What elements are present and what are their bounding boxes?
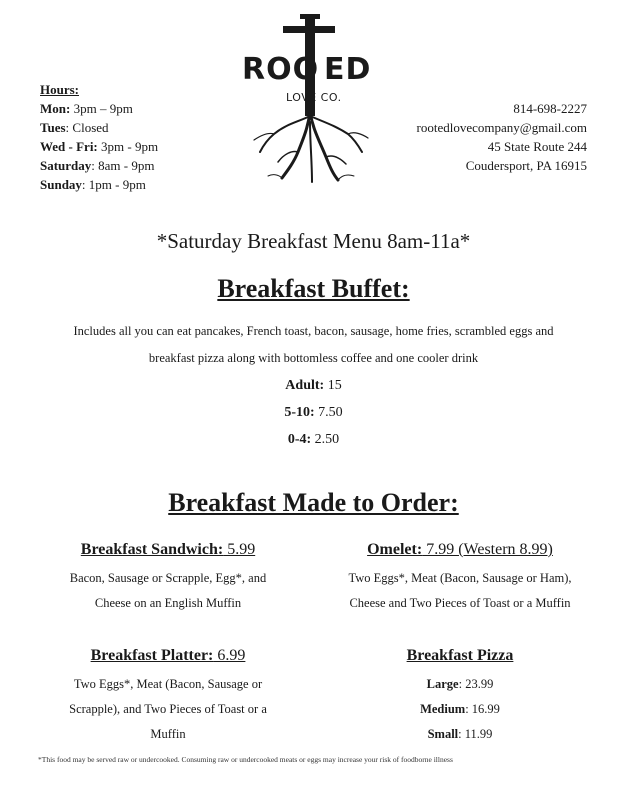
menu-item-sandwich	[18, 537, 318, 616]
hours-day: Saturday	[40, 158, 92, 173]
menu-item-pizza	[310, 643, 610, 747]
size-price: : 23.99	[458, 677, 494, 691]
size-price: : 11.99	[458, 727, 493, 741]
address-line-1: 45 State Route 244	[487, 139, 587, 154]
email: rootedlovecompany@gmail.com	[416, 120, 587, 135]
size-label: Medium	[420, 702, 466, 716]
buffet-price-toddler	[30, 426, 597, 453]
made-to-order-title: Breakfast Made to Order:	[168, 488, 459, 517]
hours-time: : Closed	[65, 120, 109, 135]
menu-item-platter	[18, 643, 318, 747]
price-value: 7.50	[314, 405, 343, 420]
item-title	[310, 537, 610, 562]
item-title	[310, 643, 610, 668]
item-desc-line: Two Eggs*, Meat (Bacon, Sausage or Ham),	[348, 571, 572, 585]
contact-block	[417, 99, 587, 175]
hours-title: Hours:	[40, 82, 79, 97]
footnote: *This food may be served raw or undercooked. Consuming raw or undercooked meats or eggs may increase your risk of foodborne illness	[38, 755, 453, 764]
item-price: 5.99	[223, 541, 256, 558]
item-name: Omelet:	[367, 541, 423, 558]
hours-line	[40, 137, 158, 156]
address-line-2: Coudersport, PA 16915	[465, 158, 587, 173]
hours-day: Mon:	[40, 101, 71, 116]
buffet-desc-line-2: breakfast pizza along with bottomless coffee and one cooler drink	[148, 351, 479, 365]
price-label: 5-10:	[284, 405, 315, 420]
item-desc-line: Bacon, Sausage or Scrapple, Egg*, and	[69, 571, 267, 585]
hours-time: 3pm - 9pm	[97, 139, 159, 154]
logo-word-left: ROO	[242, 52, 320, 87]
item-desc-line: Cheese on an English Muffin	[94, 596, 242, 610]
size-label: Small	[427, 727, 459, 741]
hours-line	[40, 175, 158, 194]
item-desc-line: Scrapple), and Two Pieces of Toast or a	[69, 702, 267, 716]
logo-subtitle: LOVE CO.	[286, 91, 342, 104]
pizza-size	[310, 722, 610, 747]
size-label: Large	[426, 677, 459, 691]
item-name: Breakfast Platter:	[90, 647, 214, 664]
hours-day: Sunday	[40, 177, 82, 192]
hours-line	[40, 156, 158, 175]
price-value: 15	[324, 378, 342, 393]
buffet-desc-line-1: Includes all you can eat pancakes, French toast, bacon, sausage, home fries, scrambled eggs and	[73, 324, 554, 338]
item-desc-line: Two Eggs*, Meat (Bacon, Sausage or	[73, 677, 263, 691]
logo-word-right: ED	[324, 52, 372, 87]
hours-day: Wed - Fri:	[40, 139, 98, 154]
hours-time: : 1pm - 9pm	[81, 177, 146, 192]
hours-time: : 8am - 9pm	[91, 158, 155, 173]
saturday-note: *Saturday Breakfast Menu 8am-11a*	[156, 229, 471, 253]
phone: 814-698-2227	[513, 101, 587, 116]
buffet-price-child	[30, 399, 597, 426]
size-price: : 16.99	[465, 702, 500, 716]
hours-line	[40, 118, 158, 137]
menu-item-omelet	[310, 537, 610, 616]
hours-line	[40, 99, 158, 118]
pizza-size	[310, 697, 610, 722]
buffet-description	[30, 318, 597, 453]
item-price: 6.99	[213, 647, 246, 664]
buffet-price-adult	[30, 372, 597, 399]
item-name: Breakfast Sandwich:	[80, 541, 224, 558]
item-title	[18, 537, 318, 562]
item-desc-line: Cheese and Two Pieces of Toast or a Muffin	[349, 596, 571, 610]
price-label: Adult:	[285, 378, 325, 393]
item-title	[18, 643, 318, 668]
buffet-title: Breakfast Buffet:	[217, 274, 410, 303]
price-value: 2.50	[311, 432, 340, 447]
logo	[238, 12, 383, 184]
hours-day: Tues	[40, 120, 66, 135]
item-price: 7.99 (Western 8.99)	[422, 541, 553, 558]
pizza-size	[310, 672, 610, 697]
item-name: Breakfast Pizza	[406, 647, 514, 664]
hours-time: 3pm – 9pm	[70, 101, 133, 116]
hours-block	[40, 80, 158, 194]
item-desc-line: Muffin	[150, 727, 186, 741]
price-label: 0-4:	[287, 432, 312, 447]
